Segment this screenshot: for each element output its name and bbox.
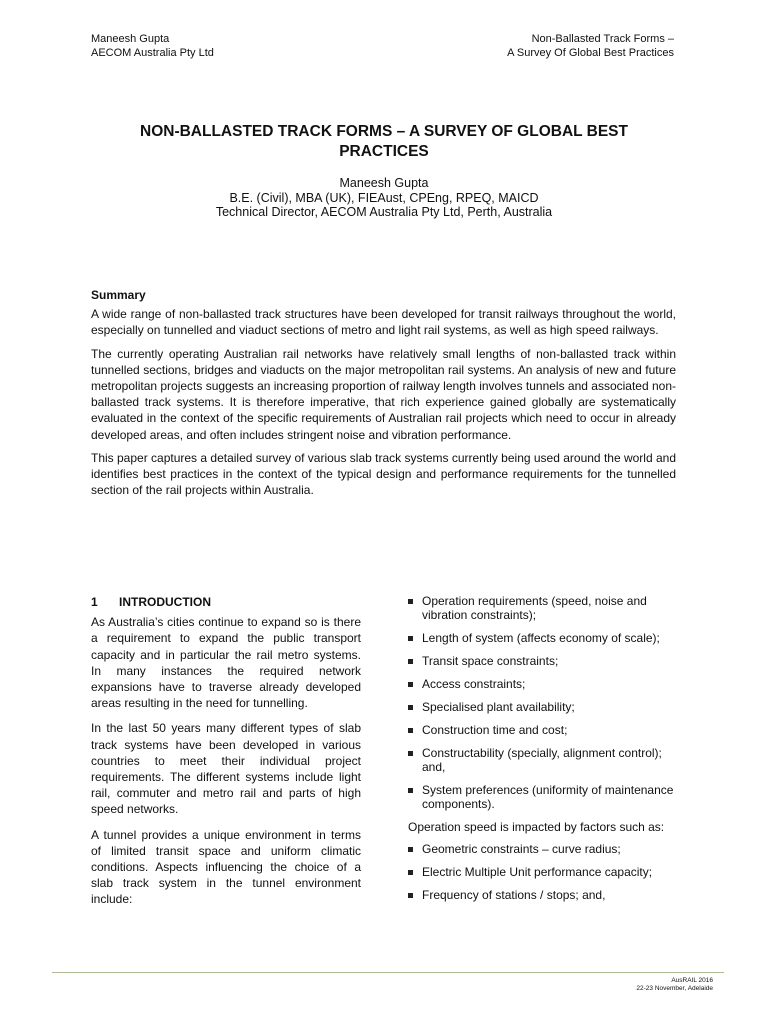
aspects-list <box>408 594 678 811</box>
summary-section <box>91 287 676 505</box>
list-item: Access constraints; <box>408 677 678 691</box>
header-author: Maneesh Gupta <box>91 33 170 45</box>
list-item: System preferences (uniformity of maintenance components). <box>408 783 678 811</box>
introduction-heading <box>91 594 361 610</box>
list-item: Constructability (specially, alignment control); and, <box>408 746 678 774</box>
square-bullet-icon <box>408 682 413 687</box>
list-item: Frequency of stations / stops; and, <box>408 888 678 902</box>
header-title-line1: Non-Ballasted Track Forms – <box>531 33 674 45</box>
list-item: Transit space constraints; <box>408 654 678 668</box>
author-credentials: B.E. (Civil), MBA (UK), FIEAust, CPEng, RPEQ, MAICD <box>229 190 539 205</box>
paper-title-line2: PRACTICES <box>339 143 429 160</box>
section-title: INTRODUCTION <box>119 595 211 609</box>
square-bullet-icon <box>408 751 413 756</box>
square-bullet-icon <box>408 636 413 641</box>
list-item: Geometric constraints – curve radius; <box>408 842 678 856</box>
square-bullet-icon <box>408 728 413 733</box>
introduction-column <box>91 594 361 917</box>
paper-title-line1: NON-BALLASTED TRACK FORMS – A SURVEY OF GLOBAL BEST <box>140 123 628 140</box>
list-item: Electric Multiple Unit performance capacity; <box>408 865 678 879</box>
footer-divider <box>52 972 724 973</box>
footer-conference <box>636 977 713 993</box>
square-bullet-icon <box>408 893 413 898</box>
speed-factors-list <box>408 842 678 902</box>
summary-paragraph: The currently operating Australian rail networks have relatively small lengths of non-ballasted track within tunnelled sections, bridges and viaducts on the major metropolitan rail systems. An analysis of new and future metropolitan projects suggests an increasing proportion of railway length involves tunnels and associated non-ballasted track systems. It is therefore imperative, that rich experience gained globally are systematically evaluated in the context of the specific requirements of Australian rail projects which need to occur in already developed areas, and often includes stringent noise and vibration performance. <box>91 346 677 442</box>
summary-paragraph: A wide range of non-ballasted track structures have been developed for transit railways throughout the world, especially on tunnelled and viaduct sections of metro and light rail systems, as well as high speed railways. <box>91 307 676 338</box>
author-name: Maneesh Gupta <box>339 176 429 190</box>
list-item: Length of system (affects economy of scale); <box>408 631 678 645</box>
introduction-paragraph: In the last 50 years many different types of slab track systems have been developed in various countries to meet their individual project requirements. The different systems include light rail, commuter and metro rail and parts of high speed networks. <box>91 721 361 817</box>
square-bullet-icon <box>408 870 413 875</box>
header-affiliation: AECOM Australia Pty Ltd <box>91 47 214 59</box>
square-bullet-icon <box>408 599 413 604</box>
summary-paragraph: This paper captures a detailed survey of various slab track systems currently being used around the world and identifies best practices in the context of the typical design and performance requirements for the tunnelled section of the rail projects within Australia. <box>91 450 676 498</box>
summary-heading: Summary <box>91 288 146 302</box>
list-item: Specialised plant availability; <box>408 700 678 714</box>
square-bullet-icon <box>408 847 413 852</box>
aspects-column <box>408 594 678 911</box>
header-title-line2: A Survey Of Global Best Practices <box>507 47 674 59</box>
introduction-paragraph: A tunnel provides a unique environment in terms of limited transit space and uniform climatic conditions. Aspects influencing the choice of a slab track system in the tunnel environment include: <box>91 827 361 907</box>
paper-title <box>80 122 688 162</box>
square-bullet-icon <box>408 788 413 793</box>
footer-dates: 22-23 November, Adelaide <box>636 985 713 992</box>
list-item: Operation requirements (speed, noise and vibration constraints); <box>408 594 678 622</box>
operation-speed-intro: Operation speed is impacted by factors such as: <box>408 820 665 834</box>
footer-event: AusRAIL 2016 <box>671 977 713 984</box>
square-bullet-icon <box>408 659 413 664</box>
author-block <box>80 176 688 220</box>
running-header-right <box>507 32 674 60</box>
square-bullet-icon <box>408 705 413 710</box>
author-position: Technical Director, AECOM Australia Pty Ltd, Perth, Australia <box>215 205 553 219</box>
list-item: Construction time and cost; <box>408 723 678 737</box>
introduction-paragraph: As Australia’s cities continue to expand so is there a requirement to expand the public transport capacity and in particular the rail metro systems. In many instances the required network expansions have to traverse already developed areas resulting in the need for tunnelling. <box>91 615 361 711</box>
running-header-left <box>91 32 214 60</box>
section-number: 1 <box>91 595 98 609</box>
